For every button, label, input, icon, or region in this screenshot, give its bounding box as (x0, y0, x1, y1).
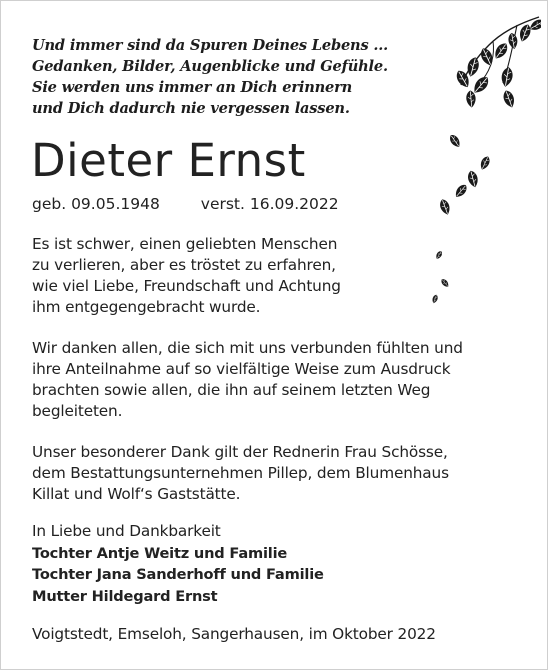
poem-line: Und immer sind da Spuren Deines Lebens ... (32, 37, 388, 54)
special-thanks-paragraph (32, 442, 449, 505)
comfort-paragraph (32, 234, 341, 318)
poem-line: Sie werden uns immer an Dich erinnern (32, 79, 353, 96)
poem-line: Gedanken, Bilder, Augenblicke und Gefühle. (32, 58, 388, 75)
paragraph-line: zu verlieren, aber es tröstet zu erfahren, (32, 256, 336, 274)
birth-date: geb. 09.05.1948 (32, 195, 160, 213)
paragraph-line: brachten sowie allen, die ihn auf seinem letzten Weg (32, 381, 431, 399)
paragraph-line: ihre Anteilnahme auf so vielfältige Weise zum Ausdruck (32, 360, 451, 378)
closing-intro: In Liebe und Dankbarkeit (32, 522, 221, 540)
poem-line: und Dich dadurch nie vergessen lassen. (32, 100, 350, 117)
deceased-name: Dieter Ernst (31, 134, 306, 187)
paragraph-line: Es ist schwer, einen geliebten Menschen (32, 235, 338, 253)
paragraph-line: dem Bestattungsunternehmen Pillep, dem Blumenhaus (32, 464, 449, 482)
place-and-date: Voigtstedt, Emseloh, Sangerhausen, im Oktober 2022 (32, 625, 436, 643)
mourner-name: Tochter Jana Sanderhoff und Familie (32, 566, 324, 583)
paragraph-line: wie viel Liebe, Freundschaft und Achtung (32, 277, 341, 295)
closing-signature (32, 521, 324, 607)
life-dates (32, 194, 339, 214)
mourner-name: Mutter Hildegard Ernst (32, 587, 218, 605)
paragraph-line: begleiteten. (32, 402, 123, 420)
death-date: verst. 16.09.2022 (200, 195, 339, 213)
thanks-paragraph (32, 338, 463, 422)
paragraph-line: ihm entgegengebracht wurde. (32, 298, 261, 316)
paragraph-line: Unser besonderer Dank gilt der Rednerin Frau Schösse, (32, 443, 448, 461)
memorial-poem (32, 35, 432, 119)
falling-leaves-branch-icon (421, 15, 541, 325)
paragraph-line: Wir danken allen, die sich mit uns verbunden fühlten und (32, 339, 463, 357)
mourner-name: Tochter Antje Weitz und Familie (32, 544, 288, 562)
paragraph-line: Killat und Wolf‘s Gaststätte. (32, 485, 241, 503)
